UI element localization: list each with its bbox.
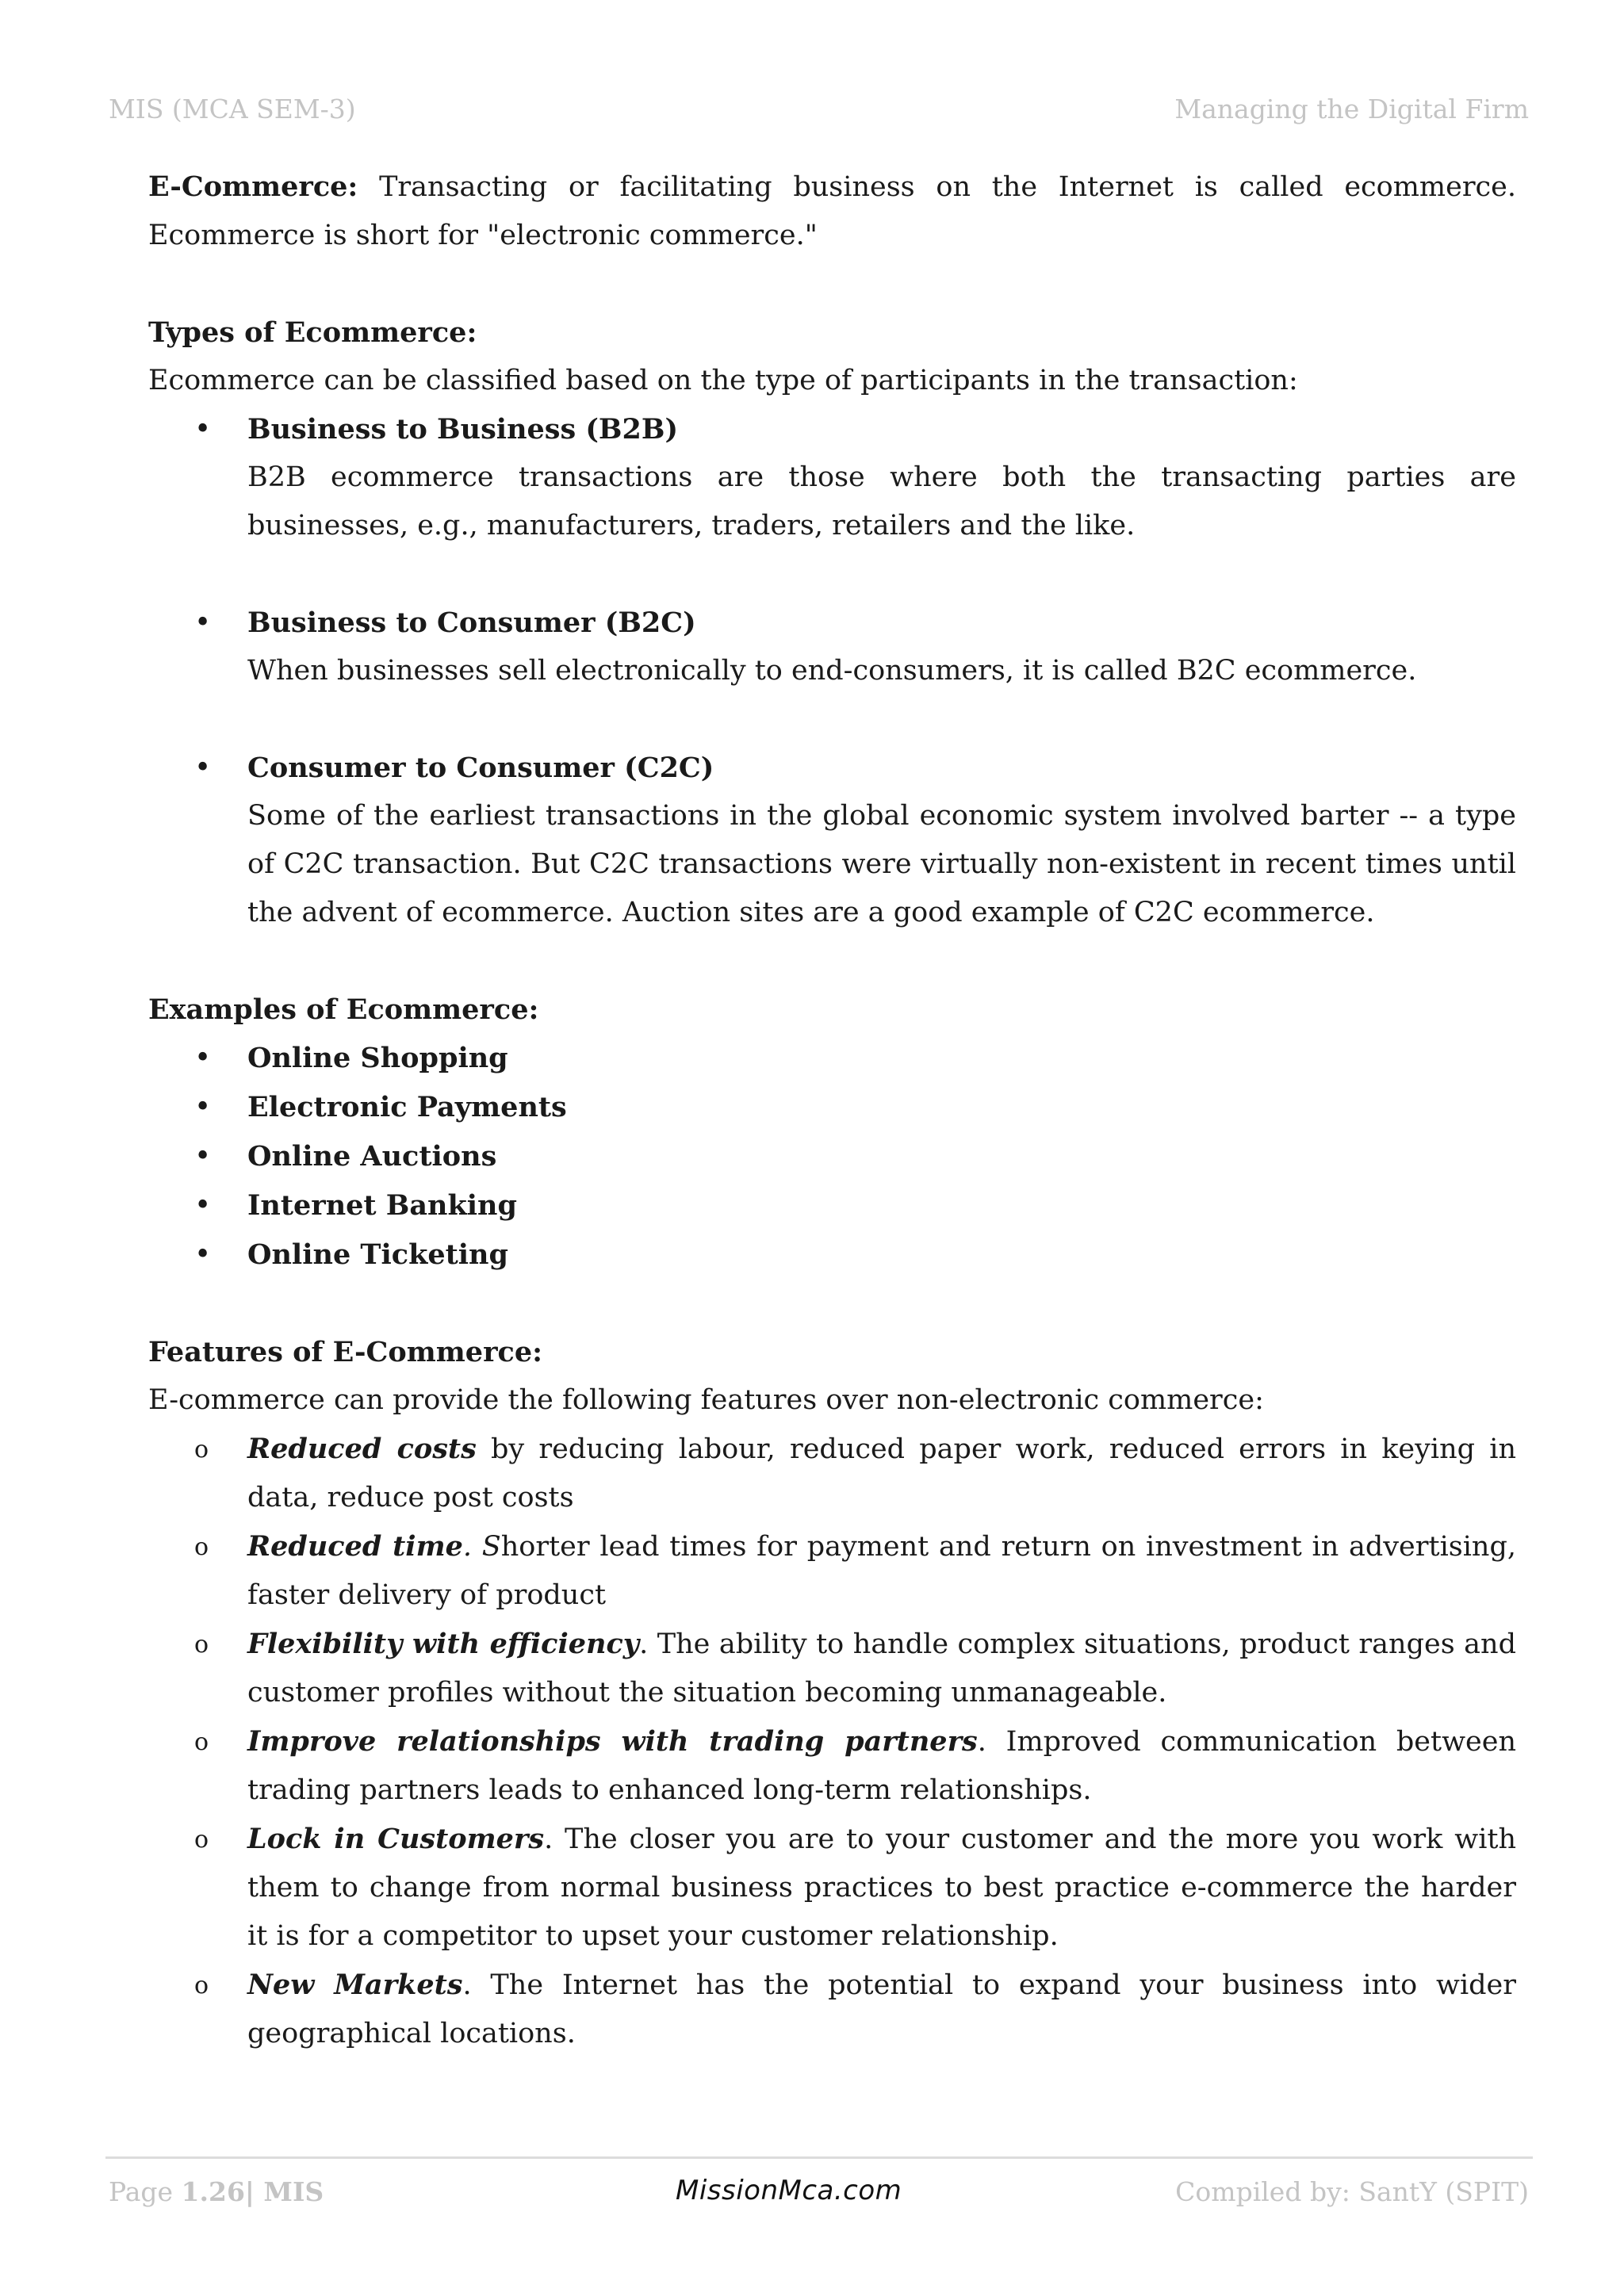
feature-text: The closer you are to your customer and the more you work with them to change from normal business practices to best practice e-commerce the harder it is for a competitor to upset your customer relationship. [247, 1823, 1516, 1952]
feature-separator: . [462, 1969, 472, 2001]
list-item [148, 1181, 1516, 1230]
feature-title: Improve relationships with trading partners [247, 1725, 978, 1758]
bullet-icon [194, 1181, 211, 1230]
feature-separator: . S [462, 1531, 501, 1563]
list-item [148, 744, 1516, 937]
feature-text: by reducing labour, reduced paper work, reduced errors in keying in data, reduce post costs [247, 1433, 1516, 1513]
footer-page-suffix: | MIS [244, 2176, 324, 2207]
circle-bullet-icon [194, 1815, 209, 1864]
bullet-icon [194, 405, 211, 454]
list-item [148, 1522, 1516, 1620]
type-description: When businesses sell electronically to end-consumers, it is called B2C ecommerce. [247, 655, 1417, 687]
list-item [148, 1132, 1516, 1181]
circle-bullet-icon [194, 1620, 209, 1669]
footer-credit: Compiled by: SantY (SPIT) [1175, 2176, 1529, 2207]
types-list [148, 405, 1516, 937]
feature-title: Reduced costs [247, 1433, 477, 1465]
circle-bullet-icon [194, 1961, 209, 2010]
example-label: Electronic Payments [247, 1091, 567, 1123]
circle-bullet-icon [194, 1522, 209, 1571]
list-item [148, 1083, 1516, 1132]
feature-separator: . [544, 1823, 553, 1855]
feature-separator: . [977, 1726, 986, 1758]
footer-divider [105, 2156, 1533, 2159]
footer-page-info [109, 2176, 324, 2207]
intro-paragraph [148, 163, 1516, 260]
features-heading: Features of E-Commerce: [148, 1336, 543, 1368]
feature-text: The ability to handle complex situations, product ranges and customer profiles without the situation becoming unmanageable. [247, 1628, 1516, 1709]
page-content [148, 163, 1516, 2058]
list-item [148, 1620, 1516, 1717]
circle-bullet-icon [194, 1425, 209, 1474]
list-item [148, 1034, 1516, 1083]
features-lead: E-commerce can provide the following features over non-electronic commerce: [148, 1384, 1264, 1416]
types-lead: Ecommerce can be classified based on the type of participants in the transaction: [148, 365, 1298, 396]
circle-bullet-icon [194, 1717, 209, 1766]
feature-title: New Markets [247, 1969, 463, 2001]
bullet-icon [194, 1230, 211, 1280]
examples-list [148, 1034, 1516, 1280]
example-label: Internet Banking [247, 1189, 517, 1222]
example-label: Online Ticketing [247, 1238, 508, 1271]
example-label: Online Auctions [247, 1140, 497, 1173]
feature-title: Reduced time [247, 1530, 463, 1563]
header-chapter: Managing the Digital Firm [1174, 94, 1529, 124]
type-title: Consumer to Consumer (C2C) [247, 752, 714, 784]
feature-text: Improved communication between trading partners leads to enhanced long-term relationships. [247, 1726, 1517, 1806]
intro-term: E-Commerce: [148, 170, 358, 203]
list-item [148, 405, 1516, 550]
list-item [148, 1230, 1516, 1280]
header-course: MIS (MCA SEM-3) [109, 94, 356, 124]
type-description: B2B ecommerce transactions are those where both the transacting parties are businesses, e.g., manufacturers, traders, retailers and the like. [247, 461, 1516, 541]
feature-title: Lock in Customers [247, 1823, 545, 1855]
bullet-icon [194, 1083, 211, 1132]
type-description: Some of the earliest transactions in the global economic system involved barter -- a type of C2C transaction. But C2C transactions were virtually non-existent in recent times until the advent of ecommerce. Auction sites are a good example of C2C ecommerce. [247, 800, 1516, 928]
feature-separator: . [639, 1628, 649, 1660]
features-list [148, 1425, 1516, 2058]
feature-text: horter lead times for payment and return on investment in advertising, faster delivery of product [247, 1531, 1516, 1611]
list-item [148, 1961, 1516, 2058]
bullet-icon [194, 744, 211, 793]
list-item [148, 1815, 1516, 1961]
footer-page-number: 1.26 [181, 2176, 245, 2207]
page-header [109, 94, 1529, 133]
type-title: Business to Business (B2B) [247, 413, 679, 446]
bullet-icon [194, 599, 211, 648]
feature-text: The Internet has the potential to expand your business into wider geographical locations. [247, 1969, 1516, 2049]
missionmca-logo: MissionMca.com [676, 2175, 902, 2206]
intro-text: Transacting or facilitating business on the Internet is called ecommerce. Ecommerce is short for "electronic commerce." [148, 171, 1516, 251]
bullet-icon [194, 1034, 211, 1083]
list-item [148, 599, 1516, 695]
page-footer [109, 2176, 1529, 2224]
feature-title: Flexibility with efficiency [247, 1628, 640, 1660]
list-item [148, 1717, 1516, 1815]
types-heading: Types of Ecommerce: [148, 316, 477, 349]
bullet-icon [194, 1132, 211, 1181]
list-item [148, 1425, 1516, 1522]
examples-heading: Examples of Ecommerce: [148, 993, 539, 1026]
example-label: Online Shopping [247, 1042, 508, 1074]
type-title: Business to Consumer (B2C) [247, 607, 696, 639]
footer-page-prefix: Page [109, 2176, 182, 2207]
